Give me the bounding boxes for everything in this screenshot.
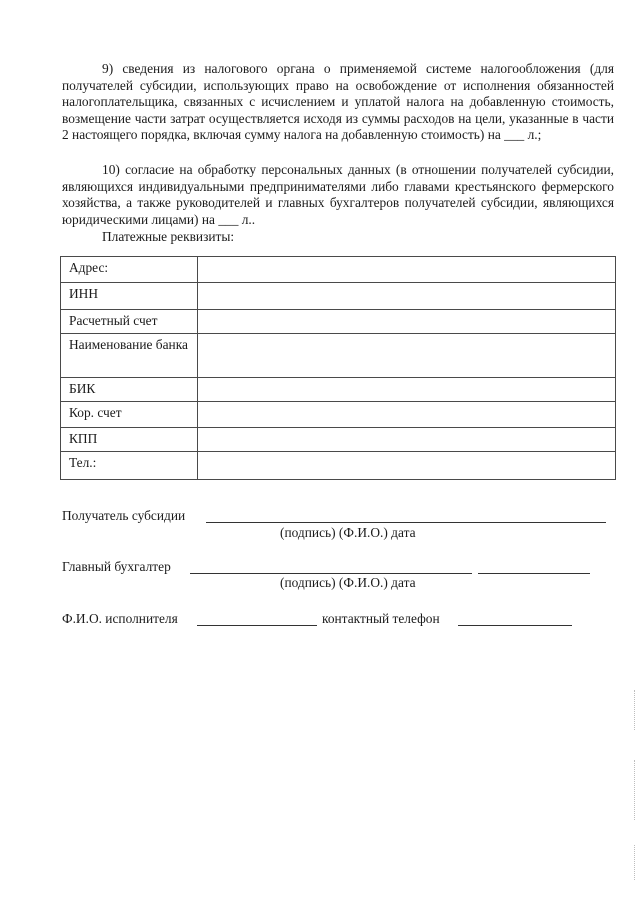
recipient-signature-line xyxy=(206,522,606,523)
requisite-label: ИНН xyxy=(61,283,198,310)
contact-phone-line xyxy=(458,625,572,626)
requisite-value xyxy=(198,428,616,452)
accountant-signature-line xyxy=(190,573,472,574)
requisite-label: Тел.: xyxy=(61,452,198,480)
accountant-signature-label: Главный бухгалтер xyxy=(62,559,171,574)
requisite-value xyxy=(198,283,616,310)
requisite-value xyxy=(198,310,616,334)
executor-label: Ф.И.О. исполнителя xyxy=(62,611,178,626)
paragraph-item-9: 9) сведения из налогового органа о применяемой системе налогообложения (для получателей субсидии, использующих право на освобождение от исполнения обязанностей налогоплательщика, связанных с исчислением и уплатой налога на добавленную стоимость, возмещение части затрат осуществляется исходя из суммы расходов на цели, указанные в части 2 настоящего порядка, включая сумму налога на добавленную стоимость) на ___ л.; xyxy=(62,61,614,143)
scan-edge-mark xyxy=(634,760,636,820)
requisite-value xyxy=(198,452,616,480)
accountant-date-line xyxy=(478,573,590,574)
requisite-label: КПП xyxy=(61,428,198,452)
table-row xyxy=(61,378,616,402)
requisite-label: Наименование банка xyxy=(61,334,198,378)
table-row xyxy=(61,428,616,452)
payment-requisites-heading: Платежные реквизиты: xyxy=(102,229,235,244)
requisite-label: Кор. счет xyxy=(61,402,198,428)
table-row xyxy=(61,257,616,283)
requisite-label: БИК xyxy=(61,378,198,402)
requisite-label: Расчетный счет xyxy=(61,310,198,334)
contact-phone-label: контактный телефон xyxy=(322,611,440,626)
requisite-label: Адрес: xyxy=(61,257,198,283)
table-row xyxy=(61,402,616,428)
requisite-value xyxy=(198,378,616,402)
recipient-signature-caption: (подпись) (Ф.И.О.) дата xyxy=(280,525,416,540)
accountant-signature-caption: (подпись) (Ф.И.О.) дата xyxy=(280,575,416,590)
requisite-value xyxy=(198,257,616,283)
table-row xyxy=(61,452,616,480)
requisite-value xyxy=(198,334,616,378)
paragraph-item-10: 10) согласие на обработку персональных данных (в отношении получателей субсидии, являющихся индивидуальными предпринимателями либо главами крестьянского фермерского хозяйства, а также руководителей и главных бухгалтеров получателей субсидии, являющихся юридическими лицами) на ___ л.. xyxy=(62,162,614,227)
payment-requisites-table xyxy=(60,256,616,480)
table-row xyxy=(61,310,616,334)
scan-edge-mark xyxy=(634,690,636,730)
recipient-signature-label: Получатель субсидии xyxy=(62,508,186,523)
scan-edge-mark xyxy=(634,845,636,880)
requisite-value xyxy=(198,402,616,428)
table-row xyxy=(61,334,616,378)
table-row xyxy=(61,283,616,310)
executor-name-line xyxy=(197,625,317,626)
